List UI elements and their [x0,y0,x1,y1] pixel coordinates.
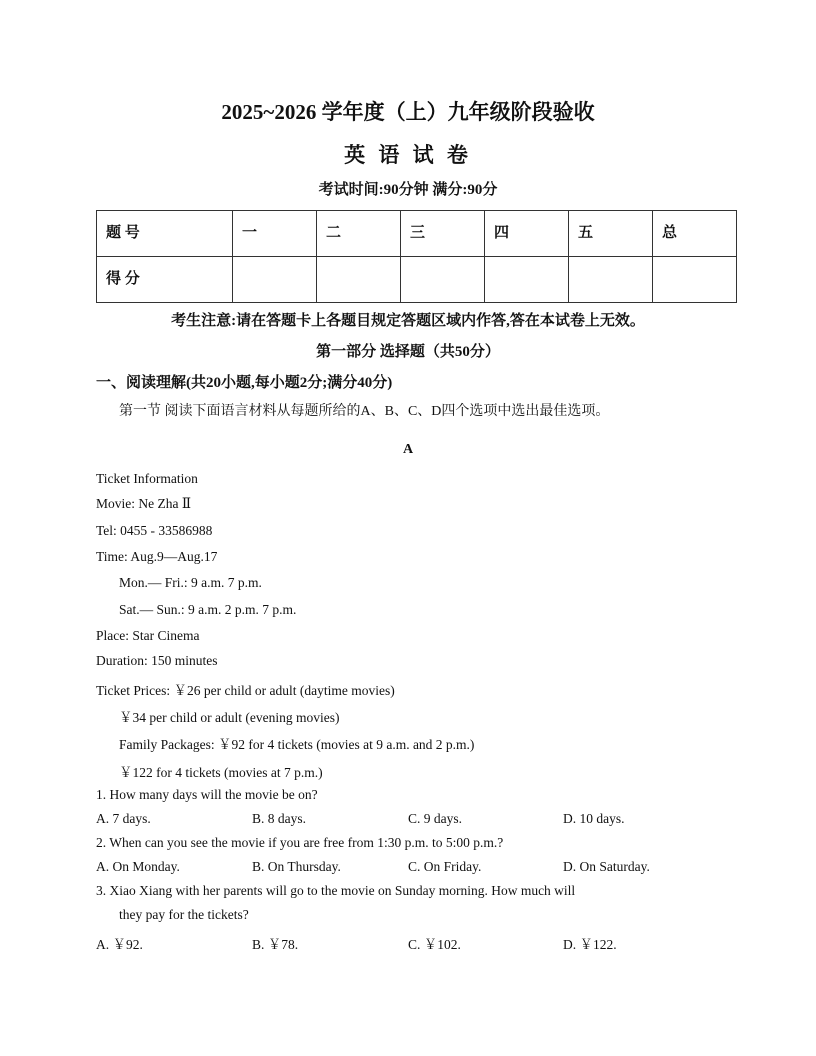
ticket-weekday-times: Mon.— Fri.: 9 a.m. 7 p.m. [119,575,262,590]
question-3-option-c[interactable]: C. ￥102. [408,937,461,952]
exam-notice: 考生注意:请在答题卡上各题目规定答题区域内作答,答在本试卷上无效。 [171,313,645,329]
question-2-option-b[interactable]: B. On Thursday. [252,859,341,874]
question-3-stem-continued: they pay for the tickets? [119,907,249,922]
ticket-family-evening: ￥122 for 4 tickets (movies at 7 p.m.) [119,765,323,780]
question-2-option-a[interactable]: A. On Monday. [96,859,180,874]
score-cell-total: 总 [653,211,737,257]
score-input-2[interactable] [317,257,401,303]
ticket-weekend-times: Sat.— Sun.: 9 a.m. 2 p.m. 7 p.m. [119,602,297,617]
question-3-option-b[interactable]: B. ￥78. [252,937,299,952]
score-row-label: 得 分 [97,257,233,303]
score-input-3[interactable] [401,257,485,303]
passage-label: A [402,442,414,457]
score-input-5[interactable] [569,257,653,303]
question-3-option-a[interactable]: A. ￥92. [96,937,143,952]
section-title: 一、阅读理解(共20小题,每小题2分;满分40分) [96,375,393,391]
score-cell-5: 五 [569,211,653,257]
score-table [96,210,737,303]
section-instruction: 第一节 阅读下面语言材料从每题所给的A、B、C、D四个选项中选出最佳选项。 [119,404,610,419]
question-2-option-c[interactable]: C. On Friday. [408,859,482,874]
ticket-price-evening: ￥34 per child or adult (evening movies) [119,710,340,725]
ticket-price-day: Ticket Prices: ￥26 per child or adult (daytime movies) [96,683,395,698]
score-input-1[interactable] [233,257,317,303]
ticket-movie: Movie: Ne Zha Ⅱ [96,496,192,511]
score-input-4[interactable] [485,257,569,303]
ticket-time: Time: Aug.9—Aug.17 [96,549,218,564]
ticket-tel: Tel: 0455 - 33586988 [96,523,213,538]
score-cell-1: 一 [233,211,317,257]
ticket-duration: Duration: 150 minutes [96,653,218,668]
score-input-total[interactable] [653,257,737,303]
ticket-place: Place: Star Cinema [96,628,200,643]
question-1-option-b[interactable]: B. 8 days. [252,811,306,826]
score-cell-4: 四 [485,211,569,257]
exam-title: 2025~2026 学年度（上）九年级阶段验收 [221,100,595,124]
subject-title: 英 语 试 卷 [344,143,472,167]
question-3-option-d[interactable]: D. ￥122. [563,937,617,952]
question-3-stem: 3. Xiao Xiang with her parents will go to the movie on Sunday morning. How much will [96,883,576,898]
score-cell-2: 二 [317,211,401,257]
question-1-stem: 1. How many days will the movie be on? [96,787,318,802]
score-cell-3: 三 [401,211,485,257]
question-1-option-c[interactable]: C. 9 days. [408,811,462,826]
score-table-header-row [97,211,737,257]
question-1-option-d[interactable]: D. 10 days. [563,811,625,826]
score-cell-label: 题 号 [97,211,233,257]
question-1-option-a[interactable]: A. 7 days. [96,811,151,826]
part-title: 第一部分 选择题（共50分） [316,344,500,360]
ticket-family-day: Family Packages: ￥92 for 4 tickets (movies at 9 a.m. and 2 p.m.) [119,737,475,752]
exam-info: 考试时间:90分钟 满分:90分 [318,182,498,198]
question-2-stem: 2. When can you see the movie if you are free from 1:30 p.m. to 5:00 p.m.? [96,835,504,850]
score-table-score-row [97,257,737,303]
ticket-heading: Ticket Information [96,471,198,486]
question-2-option-d[interactable]: D. On Saturday. [563,859,650,874]
